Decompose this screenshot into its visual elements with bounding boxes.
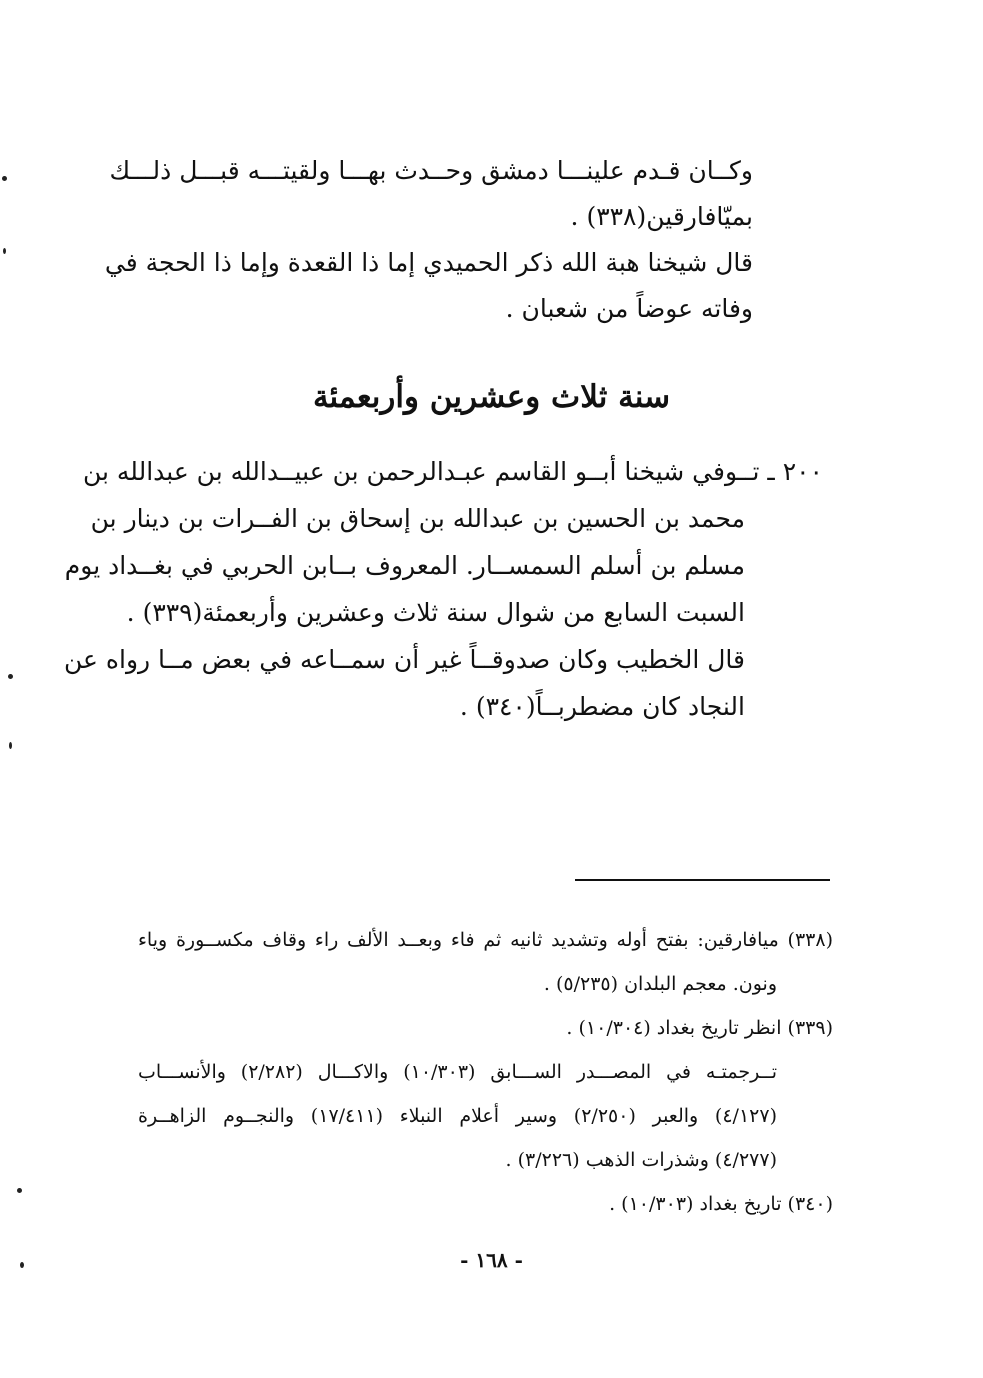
page-number: - ١٦٨ -	[460, 1248, 523, 1272]
text-line: ٢٠٠ ـ تــوفي شيخنا أبــو القاسم عبـدالرحمن بن عبيــدالله بن عبدالله بن	[82, 457, 823, 486]
footnote-separator	[575, 879, 830, 881]
footnote-line: (٣٣٩) انظر تاريخ بغداد (١٠/٣٠٤) .	[566, 1017, 833, 1039]
text-line: قال الخطيب وكان صدوقــاً غير أن سمــاعه في بعض مــا رواه عن	[64, 645, 745, 674]
footnote-line: تــرجمتـه في المصـــدر الســـابق (١٠/٣٠٣) والاكـــال (٢/٢٨٢) والأنســـاب	[138, 1061, 777, 1083]
top-paragraph	[104, 148, 753, 332]
text-line: قال شيخنا هبة الله ذكر الحميدي إما ذا القعدة وإما ذا الحجة في	[104, 248, 753, 277]
scan-speck	[8, 674, 13, 679]
scan-speck	[3, 248, 6, 254]
footnotes	[138, 918, 833, 1226]
footnote-line: (٤/٢٧٧) وشذرات الذهب (٣/٢٢٦) .	[505, 1149, 777, 1171]
entry-200	[64, 448, 823, 730]
footnote-line: ونون. معجم البلدان (٥/٢٣٥) .	[543, 973, 777, 995]
footnote-line: (٤/١٢٧) والعبر (٢/٢٥٠) وسير أعلام النبلاء (١٧/٤١١) والنجــوم الزاهــرة	[138, 1105, 777, 1127]
text-line: محمد بن الحسين بن عبدالله بن إسحاق بن الفــرات بن دينار بن	[90, 504, 745, 533]
text-line: بميّافارقين(٣٣٨) .	[570, 202, 753, 231]
footnote-line: (٣٤٠) تاريخ بغداد (١٠/٣٠٣) .	[609, 1193, 833, 1215]
scan-speck	[9, 742, 12, 749]
footnote-line: (٣٣٨) ميافارقين: بفتح أوله وتشديد ثانيه ثم فاء وبعــد الألف راء وقاف مكســورة وياء	[138, 929, 833, 951]
text-line: السبت السابع من شوال سنة ثلاث وعشرين وأربعمئة(٣٣٩) .	[126, 598, 745, 627]
text-line: وفاته عوضاً من شعبان .	[505, 294, 753, 323]
scan-speck	[17, 1188, 22, 1193]
section-heading: سنة ثلاث وعشرين وأربعمئة	[312, 379, 671, 415]
text-line: وكــان قـدم علينـــا دمشق وحــدث بهـــا ولقيتـــه قبـــل ذلـــك	[109, 156, 753, 185]
scan-speck	[20, 1262, 24, 1268]
scan-speck	[2, 176, 7, 181]
text-line: مسلم بن أسلم السمســار. المعروف بــابن الحربي في بغــداد يوم	[64, 551, 745, 580]
text-line: النجاد كان مضطربــاً(٣٤٠) .	[459, 692, 745, 721]
